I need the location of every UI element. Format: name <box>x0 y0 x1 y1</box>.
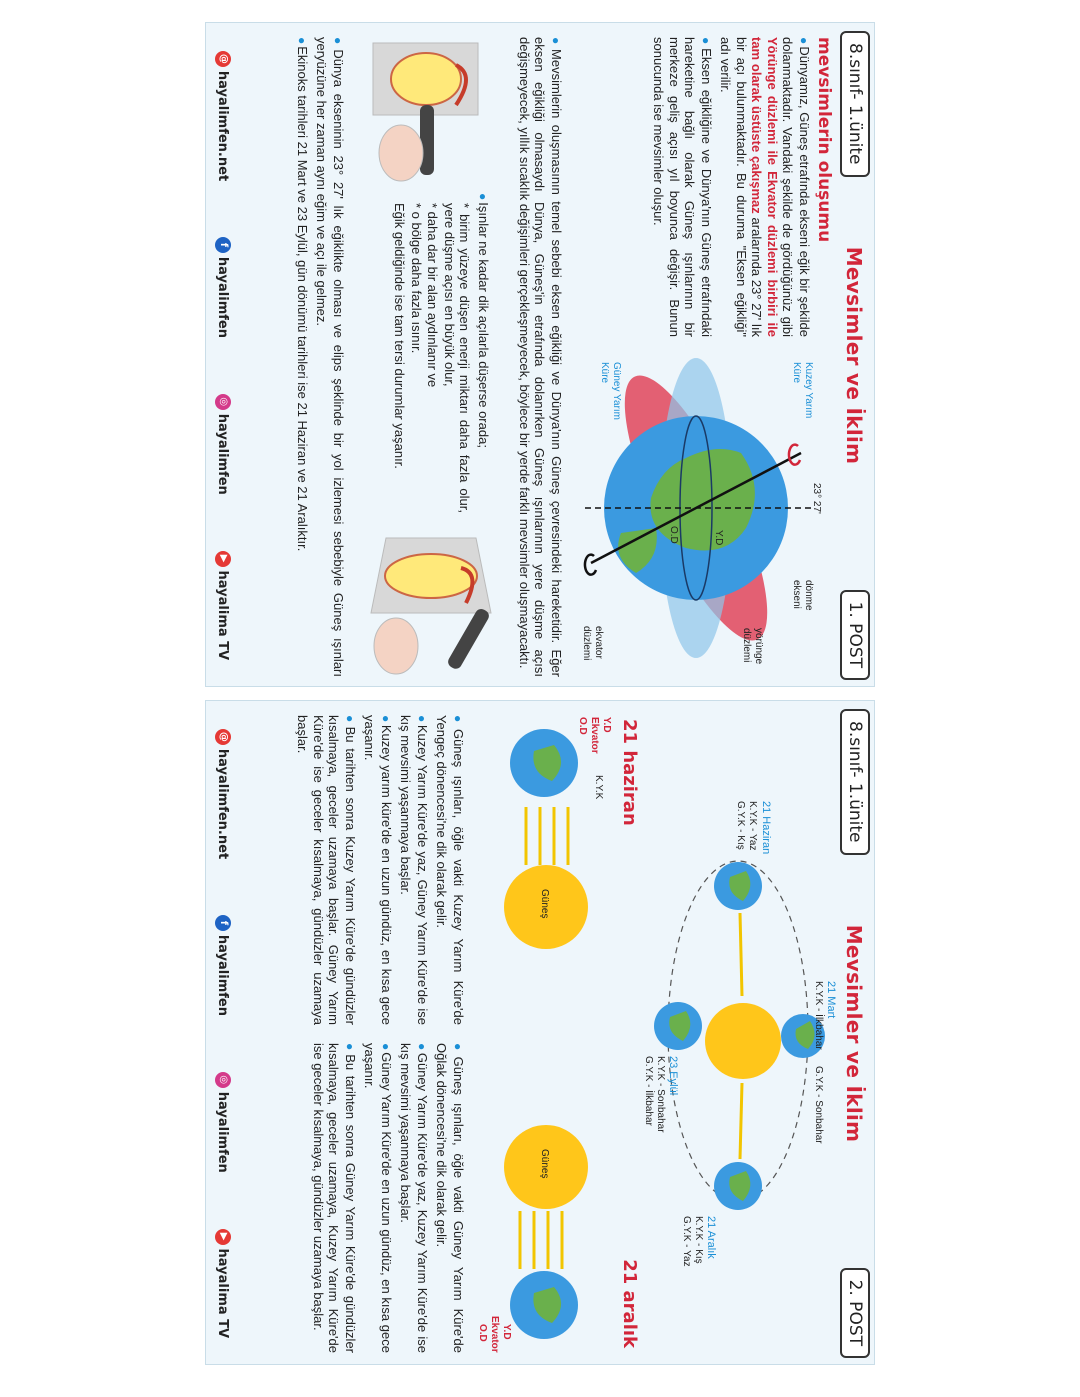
earth-september <box>654 1002 702 1050</box>
north-hemisphere-label: Küre <box>791 362 802 384</box>
december-north: K.Y.K - Kış <box>693 1216 704 1264</box>
list-item: * daha dar bir alan aydınlanır ve <box>425 203 441 388</box>
list-item: ●Güneş ışınları, öğle vakti Kuzey Yarım Küre'de Yengeç dönencesi'ne dik olarak gelir. <box>434 715 466 1026</box>
equator-label: Ekvator <box>489 1316 500 1353</box>
bullet-icon: ● <box>295 37 309 45</box>
orbit-plane-label: yörünge <box>753 628 764 665</box>
globe-icon: @ <box>215 729 231 745</box>
instagram-icon: ◎ <box>215 394 231 410</box>
unit-tag: 8.sınıf- 1.ünite <box>840 709 870 855</box>
list-item: ●Bu tarihten sonra Güney Yarım Küre'de gündüzler kısalmaya, geceler uzamaya, Kuzey Yarım Küre'de ise geceler kısalmaya, gündüzler uzamaya başlar. <box>311 1043 358 1354</box>
poster-2-content <box>206 701 875 1365</box>
youtube-link[interactable]: ▶ hayalima TV <box>215 551 231 661</box>
intro-column <box>647 37 834 337</box>
bullet-icon: ● <box>549 37 563 48</box>
yd-label: Y.D <box>713 530 724 546</box>
facebook-link[interactable]: f hayalimfen <box>215 915 231 1016</box>
seasons-orbit-diagram <box>643 791 838 1271</box>
rotation-axis-label: ekseni <box>791 580 802 609</box>
angle-effects-list: ●Işınlar ne kadar dik açılarla düşerse orada; * birim yüzeye düşen enerji miktarı daha fazla olur, yere düşme açısı en büyük olur, * daha dar bir alan aydınlanır ve * o bölge daha fazla ısınır. Eğik geldiğinde ise tam tersi durumlar yaşanır. <box>392 193 491 513</box>
sun-label: Güneş <box>539 889 550 919</box>
list-item: ●Bu tarihten sonra Kuzey Yarım Küre'de gündüzler kısalmaya, geceler uzamaya başlar. Güney Yarım Küre'de ise geceler kısalmaya, gündüzler uzamaya başlar. <box>295 715 358 1025</box>
september-north: K.Y.K - Sonbahar <box>655 1056 666 1133</box>
poster-1-content <box>206 23 875 687</box>
bullet-icon: ● <box>343 715 357 725</box>
youtube-icon: ▶ <box>215 551 231 567</box>
od-label: O.D <box>668 526 679 544</box>
social-footer <box>210 23 236 687</box>
december-text-column <box>307 1043 467 1353</box>
earth-tilt-diagram <box>566 358 836 678</box>
youtube-icon: ▶ <box>215 1229 231 1245</box>
flashlight-perpendicular-illustration <box>361 35 496 185</box>
sun <box>705 1003 781 1079</box>
south-hemisphere-label: Güney Yarım <box>611 362 622 420</box>
bullet-icon: ● <box>379 715 393 723</box>
bullet-icon: ● <box>476 193 490 201</box>
september-south: G.Y.K - İlkbahar <box>643 1056 654 1126</box>
section-subtitle: mevsimlerin oluşumu <box>814 37 834 243</box>
instagram-link[interactable]: ◎ hayalimfen <box>215 394 231 495</box>
june-south: G.Y.K - Kış <box>735 801 746 850</box>
paragraph-equinox: ●Ekinoks tarihleri 21 Mart ve 23 Eylül, gün dönümü tarihleri ise 21 Haziran ve 21 Aralıktır. <box>295 37 310 552</box>
june-heading: 21 haziran <box>619 719 640 826</box>
poster-2 <box>205 700 875 1365</box>
facebook-link[interactable]: f hayalimfen <box>215 237 231 338</box>
list-item: ●Kuzey Yarım Küre'de yaz, Güney Yarım Küre'de ise kış mevsimi yaşanmaya başlar. <box>398 715 430 1026</box>
list-item: ●Kuzey yarım küre'de en uzun gündüz, en kısa gece yaşanır. <box>362 715 394 1025</box>
march-north: K.Y.K - İlkbahar <box>813 981 824 1050</box>
od-label: O.D <box>577 717 588 735</box>
social-footer <box>210 701 236 1365</box>
yd-label: Y.D <box>501 1324 512 1340</box>
rotation-axis-label: dönme <box>803 580 814 611</box>
web-link[interactable]: @ hayalimfen.net <box>215 729 231 859</box>
bullet-icon: ● <box>379 1043 393 1051</box>
december-date: 21 Aralık <box>705 1216 717 1259</box>
bullet-icon: ● <box>699 37 713 47</box>
equator-plane-label: düzlemi <box>581 626 592 661</box>
unit-tag: 8.sınıf- 1.ünite <box>840 31 870 177</box>
equator-plane-label: ekvator <box>593 626 604 659</box>
post-tag: 1. POST <box>840 590 870 680</box>
paragraph-main-cause: ●Mevsimlerin oluşmasının temel sebebi eksen eğikliği ve Dünya'nın Güneş çevresindeki hareketidir. Eğer eksen eğikliği olmasaydı Dünya, Güneş'in etrafında dolanırken Güneş ışınlarının yere düşme açısı değişmeyecek, yıllık sıcaklık değişimleri gerçekleşmeyecek, böylece bir yerde farklı mevsimler oluşmayacaktı. <box>517 37 564 677</box>
june-text-column <box>291 715 466 1025</box>
paragraph-axis-tilt: ●Dünyamız, Güneş etrafında ekseni eğik bir şekilde dolanmaktadır. Vandaki şekilde de gördüğünüz gibi Yörünge düzlemi ile Ekvator düzlemi birbiri ile tam olarak üstüste çakışmaz aralarında 23° 27' lık bir açı bulunmaktadır. Bu duruma "Eksen eğikliği" adı verilir. <box>718 37 812 337</box>
december-sunlight-diagram <box>474 1119 614 1354</box>
list-item: * o bölge daha fazla ısınır. <box>409 203 424 354</box>
bullet-icon: ● <box>415 1043 429 1051</box>
december-south: G.Y.K - Yaz <box>681 1216 692 1267</box>
web-link[interactable]: @ hayalimfen.net <box>215 51 231 181</box>
september-date: 23 Eylül <box>667 1056 679 1096</box>
bullet-icon: ● <box>451 1043 465 1055</box>
sun-label: Güneş <box>539 1149 550 1179</box>
closing-notes <box>290 37 347 677</box>
paragraph-seasons: ●Eksen eğikliğine ve Dünya'nın Güneş etrafındaki hareketine bağlı olarak Güneş ışınlarının bir merkeze geliş açısı yıl boyunca değişir. Bunun sonucunda ise mevsimler oluşur. <box>651 37 714 338</box>
earth-december <box>714 1162 762 1210</box>
march-date: 21 Mart <box>825 981 837 1019</box>
yd-label: Y.D <box>601 717 612 733</box>
bullet-icon: ● <box>415 715 429 723</box>
bullet-icon: ● <box>331 37 345 48</box>
od-label: O.D <box>477 1324 488 1342</box>
equator-label: Ekvator <box>589 717 600 754</box>
instagram-icon: ◎ <box>215 1072 231 1088</box>
bullet-icon: ● <box>797 37 811 45</box>
list-item: ●Güney Yarım Küre'de yaz, Kuzey Yarım Küre'de ise kış mevsimi yaşanmaya başlar. <box>398 1043 430 1354</box>
earth-june <box>714 862 762 910</box>
list-item: Eğik geldiğinde ise tam tersi durumlar yaşanır. <box>392 203 408 469</box>
post-tag: 2. POST <box>840 1268 870 1358</box>
orbit-plane-label: düzlemi <box>741 628 752 663</box>
south-hemisphere-label: Küre <box>599 362 610 384</box>
kyk-label: K.Y.K <box>593 775 604 800</box>
march-south: G.Y.K - Sonbahar <box>813 1066 824 1144</box>
facebook-icon: f <box>215 915 231 931</box>
facebook-icon: f <box>215 237 231 253</box>
paragraph-orbit: ●Dünya ekseninin 23° 27' lık eğiklikte olması ve elips şeklinde bir yol izlemesi sebebiyle Güneş ışınları yeryüzüne her zaman aynı eğim ve açı ile gelmez. <box>314 37 346 677</box>
june-date: 21 Haziran <box>760 801 772 855</box>
list-item: ●Güney Yarım Küre'de en uzun gündüz, en kısa gece yaşanır. <box>362 1043 394 1353</box>
list-item: ●Güneş ışınları, öğle vakti Güney Yarım Küre'de Oğlak dönencesi'ne dik olarak gelir. <box>434 1043 466 1353</box>
youtube-link[interactable]: ▶ hayalima TV <box>215 1229 231 1339</box>
june-north: K.Y.K - Yaz <box>747 801 758 851</box>
list-item: * birim yüzeye düşen enerji miktarı daha fazla olur, yere düşme açısı en büyük olur, <box>442 203 473 513</box>
north-hemisphere-label: Kuzey Yarım <box>803 362 814 419</box>
flashlight-oblique-illustration <box>361 528 496 678</box>
bullet-icon: ● <box>343 1043 357 1053</box>
instagram-link[interactable]: ◎ hayalimfen <box>215 1072 231 1173</box>
poster-title: Mevsimler ve İklim <box>842 246 866 465</box>
rotation-arrow-icon <box>585 555 596 575</box>
june-sunlight-diagram <box>474 715 614 950</box>
globe-icon: @ <box>215 51 231 67</box>
poster-title: Mevsimler ve İklim <box>842 924 866 1143</box>
tilt-angle-label: 23° 27' <box>811 483 822 514</box>
december-heading: 21 aralık <box>619 1259 640 1348</box>
bullet-icon: ● <box>451 715 465 727</box>
poster-1 <box>205 22 875 687</box>
